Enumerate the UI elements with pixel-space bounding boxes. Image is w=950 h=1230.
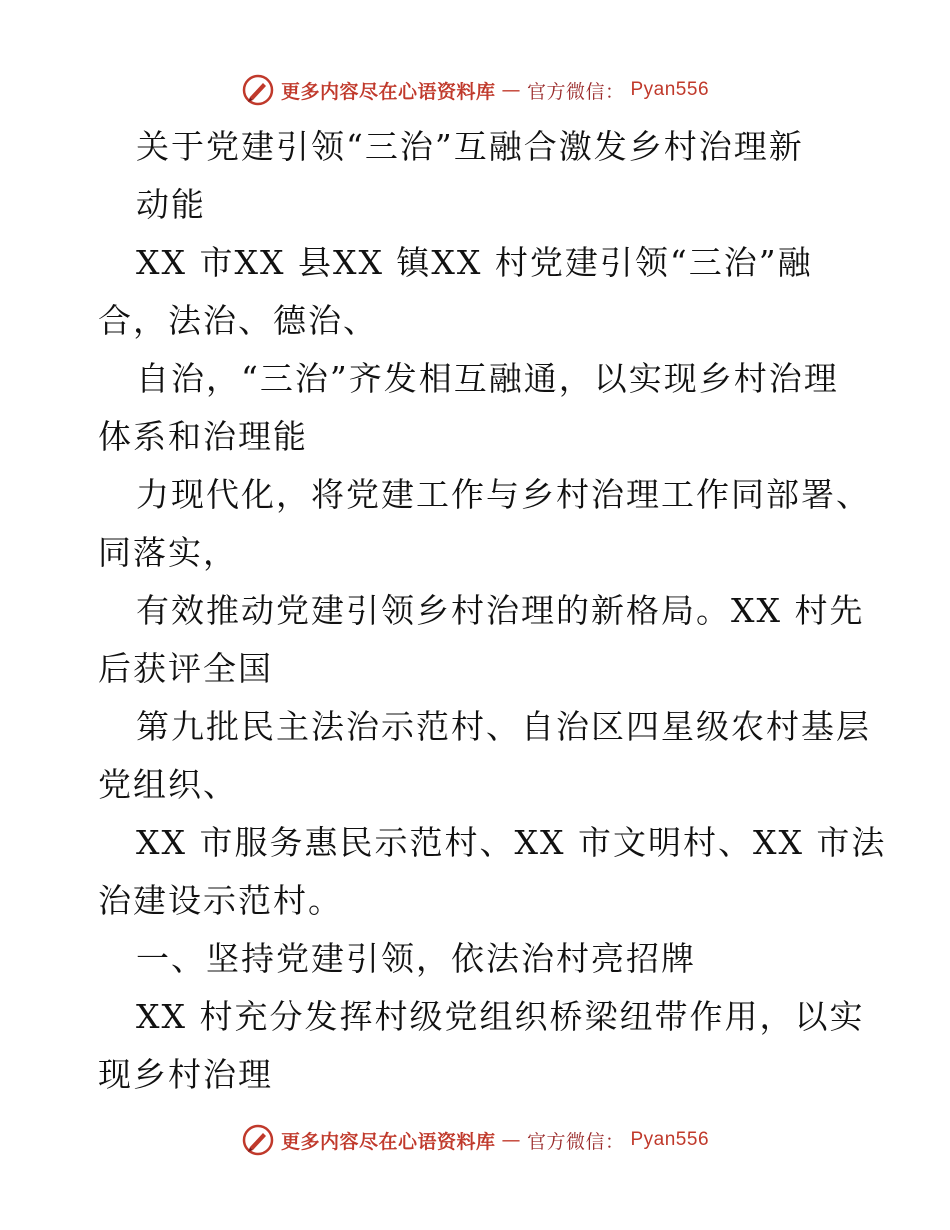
- watermark-id: Pyan556: [630, 79, 710, 100]
- watermark-id: Pyan556: [630, 1129, 710, 1150]
- text-line: 现乡村治理: [98, 1055, 273, 1094]
- text-line: 后获评全国: [98, 649, 273, 688]
- watermark-label: 官方微信：: [526, 1130, 625, 1153]
- text-line: 同落实，: [98, 533, 238, 572]
- text-line: 动能: [136, 185, 206, 224]
- text-line: 力现代化，将党建工作与乡村治理工作同部署、: [136, 475, 871, 514]
- watermark-text: 更多内容尽在心语资料库: [280, 1130, 496, 1153]
- text-line: 有效推动党建引领乡村治理的新格局。XX 村先: [136, 591, 865, 630]
- text-line: XX 市XX 县XX 镇XX 村党建引领“三治”融: [136, 243, 813, 282]
- pen-logo-icon: [241, 1123, 275, 1157]
- watermark-footer: [0, 1122, 950, 1158]
- text-line: 关于党建引领“三治”互融合激发乡村治理新: [136, 127, 804, 166]
- pen-logo-icon: [241, 73, 275, 107]
- watermark-text: 更多内容尽在心语资料库: [280, 80, 496, 103]
- document-body: [98, 118, 887, 1104]
- watermark-header: [0, 72, 950, 108]
- watermark-separator: —: [501, 79, 521, 101]
- watermark-label: 官方微信：: [526, 80, 625, 103]
- section-heading: 一、坚持党建引领，依法治村亮招牌: [136, 939, 696, 978]
- watermark-separator: —: [501, 1129, 521, 1151]
- text-line: 治建设示范村。: [98, 881, 343, 920]
- text-line: XX 村充分发挥村级党组织桥梁纽带作用，以实: [136, 997, 865, 1036]
- text-line: XX 市服务惠民示范村、XX 市文明村、XX 市法: [136, 823, 887, 862]
- text-line: 党组织、: [98, 765, 238, 804]
- text-line: 体系和治理能: [98, 417, 308, 456]
- text-line: 合，法治、德治、: [98, 301, 378, 340]
- text-line: 自治，“三治”齐发相互融通，以实现乡村治理: [136, 359, 839, 398]
- text-line: 第九批民主法治示范村、自治区四星级农村基层: [136, 707, 871, 746]
